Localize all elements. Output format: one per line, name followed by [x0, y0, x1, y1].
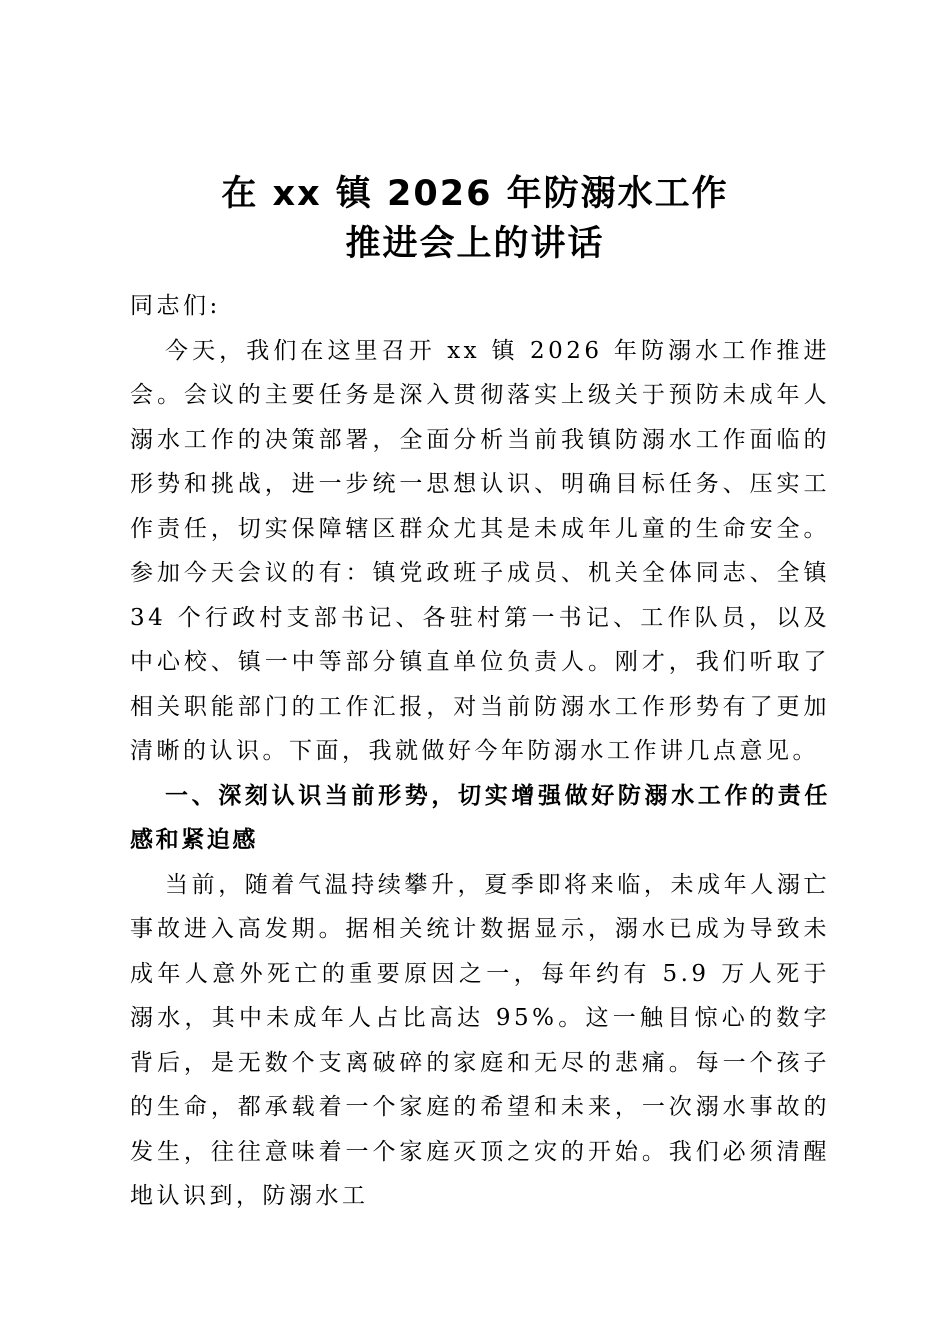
salutation: 同志们: [130, 293, 221, 319]
section-paragraph: 当前，随着气温持续攀升，夏季即将来临，未成年人溺亡事故进入高发期。据相关统计数据显示，溺水已成为导致未成年人意外死亡的重要原因之一，每年约有 5.9 万人死于溺水，其中未成年人占比高达 95%。这一触目惊心的数字背后，是无数个支离破碎的家庭和无尽的悲痛。每一个孩子的生命，都承载着一个家庭的希望和未来，一次溺水事故的发生，往往意味着一个家庭灭顶之灾的开始。我们必须清醒地认识到，防溺水工 [130, 871, 830, 1209]
document-body [130, 284, 830, 1219]
section-heading: 一、深刻认识当前形势，切实增强做好防溺水工作的责任感和紧迫感 [130, 782, 830, 853]
intro-paragraph: 今天，我们在这里召开 xx 镇 2026 年防溺水工作推进会。会议的主要任务是深入贯彻落实上级关于预防未成年人溺水工作的决策部署，全面分析当前我镇防溺水工作面临的形势和挑战，进一步统一思想认识、明确目标任务、压实工作责任，切实保障辖区群众尤其是未成年儿童的生命安全。参加今天会议的有：镇党政班子成员、机关全体同志、全镇 34 个行政村支部书记、各驻村第一书记、工作队员，以及中心校、镇一中等部分镇直单位负责人。刚才，我们听取了相关职能部门的工作汇报，对当前防溺水工作形势有了更加清晰的认识。下面，我就做好今年防溺水工作讲几点意见。 [130, 337, 830, 764]
document-title-line-1: 在 xx 镇 2026 年防溺水工作 [221, 174, 729, 214]
document-title-line-2: 推进会上的讲话 [345, 224, 605, 264]
